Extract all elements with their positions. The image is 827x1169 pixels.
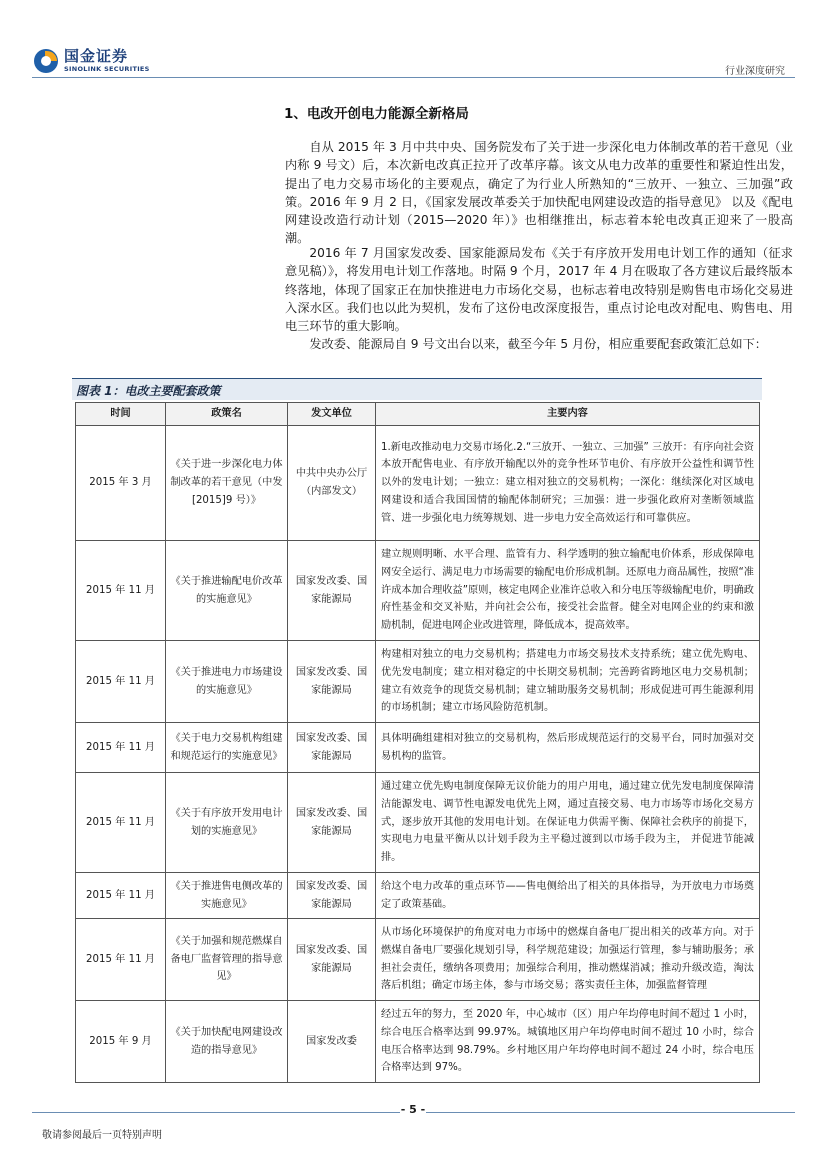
cell-policy: 《关于进一步深化电力体制改革的若干意见（中发[2015]9 号）》: [166, 426, 288, 541]
column-header-issuer: 发文单位: [288, 403, 376, 426]
cell-issuer: 国家发改委、国家能源局: [288, 873, 376, 919]
cell-policy: 《关于推进电力市场建设的实施意见》: [166, 641, 288, 723]
column-header-policy: 政策名: [166, 403, 288, 426]
report-type: 行业深度研究: [725, 66, 785, 77]
column-header-content: 主要内容: [376, 403, 760, 426]
cell-issuer: 国家发改委、国家能源局: [288, 919, 376, 1001]
cell-policy: 《关于推进售电侧改革的实施意见》: [166, 873, 288, 919]
cell-content: 具体明确组建相对独立的交易机构，然后形成规范运行的交易平台，同时加强对交易机构的监管。: [376, 723, 760, 773]
cell-issuer: 中共中央办公厅（内部发文）: [288, 426, 376, 541]
cell-issuer: 国家发改委、国家能源局: [288, 723, 376, 773]
cell-content: 建立规则明晰、水平合理、监管有力、科学透明的独立输配电价体系，形成保障电网安全运行、满足电力市场需要的输配电价形成机制。还原电力商品属性，按照“准许成本加合理收益”原则，核定电网企业准许总收入和分电压等级输配电价，明确政府性基金和交叉补贴，并向社会公布，接受社会监督。健全对电网企业的约束和激励机制，促进电网企业改进管理，降低成本，提高效率。: [376, 541, 760, 641]
cell-content: 通过建立优先购电制度保障无议价能力的用户用电，通过建立优先发电制度保障清洁能源发电、调节性电源发电优先上网，通过直接交易、电力市场等市场化交易方式，逐步放开其他的发用电计划。在保证电力供需平衡、保障社会秩序的前提下，实现电力电量平衡从以计划手段为主平稳过渡到以市场手段为主， 并促进节能减排。: [376, 773, 760, 873]
table-row: [76, 641, 760, 723]
cell-content: 构建相对独立的电力交易机构；搭建电力市场交易技术支持系统；建立优先购电、优先发电制度；建立相对稳定的中长期交易机制；完善跨省跨地区电力交易机制；建立有效竞争的现货交易机制；建立辅助服务交易机制；形成促进可再生能源利用的市场机制；建立市场风险防范机制。: [376, 641, 760, 723]
cell-policy: 《关于推进输配电价改革的实施意见》: [166, 541, 288, 641]
cell-issuer: 国家发改委、国家能源局: [288, 773, 376, 873]
cell-content: 1.新电改推动电力交易市场化.2.“三放开、一独立、三加强” 三放开：有序向社会资本放开配售电业、有序放开输配以外的竞争性环节电价、有序放开公益性和调节性以外的发电计划；一独立：建立相对独立的交易机构；一深化：继续深化对区域电网建设和适合我国国情的输配体制研究；三加强：进一步强化政府对垄断领域监管、进一步强化电力统筹规划、进一步电力安全高效运行和可靠供应。: [376, 426, 760, 541]
cell-policy: 《关于加强和规范燃煤自备电厂监督管理的指导意见》: [166, 919, 288, 1001]
table-row: [76, 919, 760, 1001]
table-row: [76, 541, 760, 641]
sinolink-logo-icon: [34, 49, 58, 73]
cell-content: 从市场化环境保护的角度对电力市场中的燃煤自备电厂提出相关的改革方向。对于燃煤自备电厂要强化规划引导，科学规范建设；加强运行管理，参与辅助服务；承担社会责任，缴纳各项费用；加强综合利用，推动燃煤消减；推动升级改造，淘汰落后机组；确定市场主体，参与市场交易；落实责任主体，加强监督管理: [376, 919, 760, 1001]
cell-time: 2015 年 11 月: [76, 773, 166, 873]
cell-issuer: 国家发改委、国家能源局: [288, 541, 376, 641]
cell-time: 2015 年 9 月: [76, 1001, 166, 1083]
cell-time: 2015 年 11 月: [76, 919, 166, 1001]
figure-caption-bar: [72, 378, 762, 400]
policy-table: [75, 402, 760, 1083]
cell-content: 给这个电力改革的重点环节——售电侧给出了相关的具体指导，为开放电力市场奠定了政策基础。: [376, 873, 760, 919]
column-header-time: 时间: [76, 403, 166, 426]
header-divider: [32, 77, 795, 78]
cell-issuer: 国家发改委、国家能源局: [288, 641, 376, 723]
cell-time: 2015 年 3 月: [76, 426, 166, 541]
cell-time: 2015 年 11 月: [76, 541, 166, 641]
paragraph-1: 自从 2015 年 3 月中共中央、国务院发布了关于进一步深化电力体制改革的若干意见（业内称 9 号文）后，本次新电改真正拉开了改革序幕。该文从电力改革的重要性和紧迫性出发，提出了电力交易市场化的主要观点，确定了为行业人所熟知的“三放开、一独立、三加强”政策。2016 年 9 月 2 日，《国家发展改革委关于加快配电网建设改造的指导意见》 以及《配电网建设改造行动计划（2015—2020 年）》也相继推出，标志着本轮电改真正迎来了一股高潮。: [285, 140, 793, 246]
logo-english-name: SINOLINK SECURITIES: [64, 65, 150, 74]
paragraph-3: 发改委、能源局自 9 号文出台以来，截至今年 5 月份，相应重要配套政策汇总如下：: [309, 337, 767, 351]
company-logo: [34, 46, 150, 76]
cell-policy: 《关于有序放开发用电计划的实施意见》: [166, 773, 288, 873]
page-number: - 5 -: [400, 1103, 426, 1116]
cell-policy: 《关于加快配电网建设改造的指导意见》: [166, 1001, 288, 1083]
table-row: [76, 723, 760, 773]
disclaimer-note: 敬请参阅最后一页特别声明: [42, 1130, 162, 1141]
section-title: 1、电改开创电力能源全新格局: [284, 106, 469, 122]
cell-time: 2015 年 11 月: [76, 723, 166, 773]
figure-label: 图表 1：电改主要配套政策: [76, 384, 221, 398]
table-header-row: [76, 403, 760, 426]
logo-chinese-name: 国金证券: [64, 47, 129, 66]
paragraph-2: 2016 年 7 月国家发改委、国家能源局发布《关于有序放开发用电计划工作的通知（征求意见稿）》，将发用电计划工作落地。时隔 9 个月，2017 年 4 月在吸取了各方建议后最终版本终落地，体现了国家正在加快推进电力市场化交易，也标志着电改特别是购售电市场化交易进入深水区。我们也以此为契机，发布了这份电改深度报告，重点讨论电改对配电、购售电、用电三环节的重大影响。: [285, 246, 793, 334]
table-row: [76, 873, 760, 919]
cell-issuer: 国家发改委: [288, 1001, 376, 1083]
table-row: [76, 426, 760, 541]
cell-content: 经过五年的努力，至 2020 年，中心城市（区）用户年均停电时间不超过 1 小时，综合电压合格率达到 99.97%。城镇地区用户年均停电时间不超过 10 小时，综合电压合格率达到 98.79%。乡村地区用户年均停电时间不超过 24 小时，综合电压合格率达到 97%。: [376, 1001, 760, 1083]
cell-time: 2015 年 11 月: [76, 873, 166, 919]
table-row: [76, 1001, 760, 1083]
cell-policy: 《关于电力交易机构组建和规范运行的实施意见》: [166, 723, 288, 773]
table-row: [76, 773, 760, 873]
cell-time: 2015 年 11 月: [76, 641, 166, 723]
